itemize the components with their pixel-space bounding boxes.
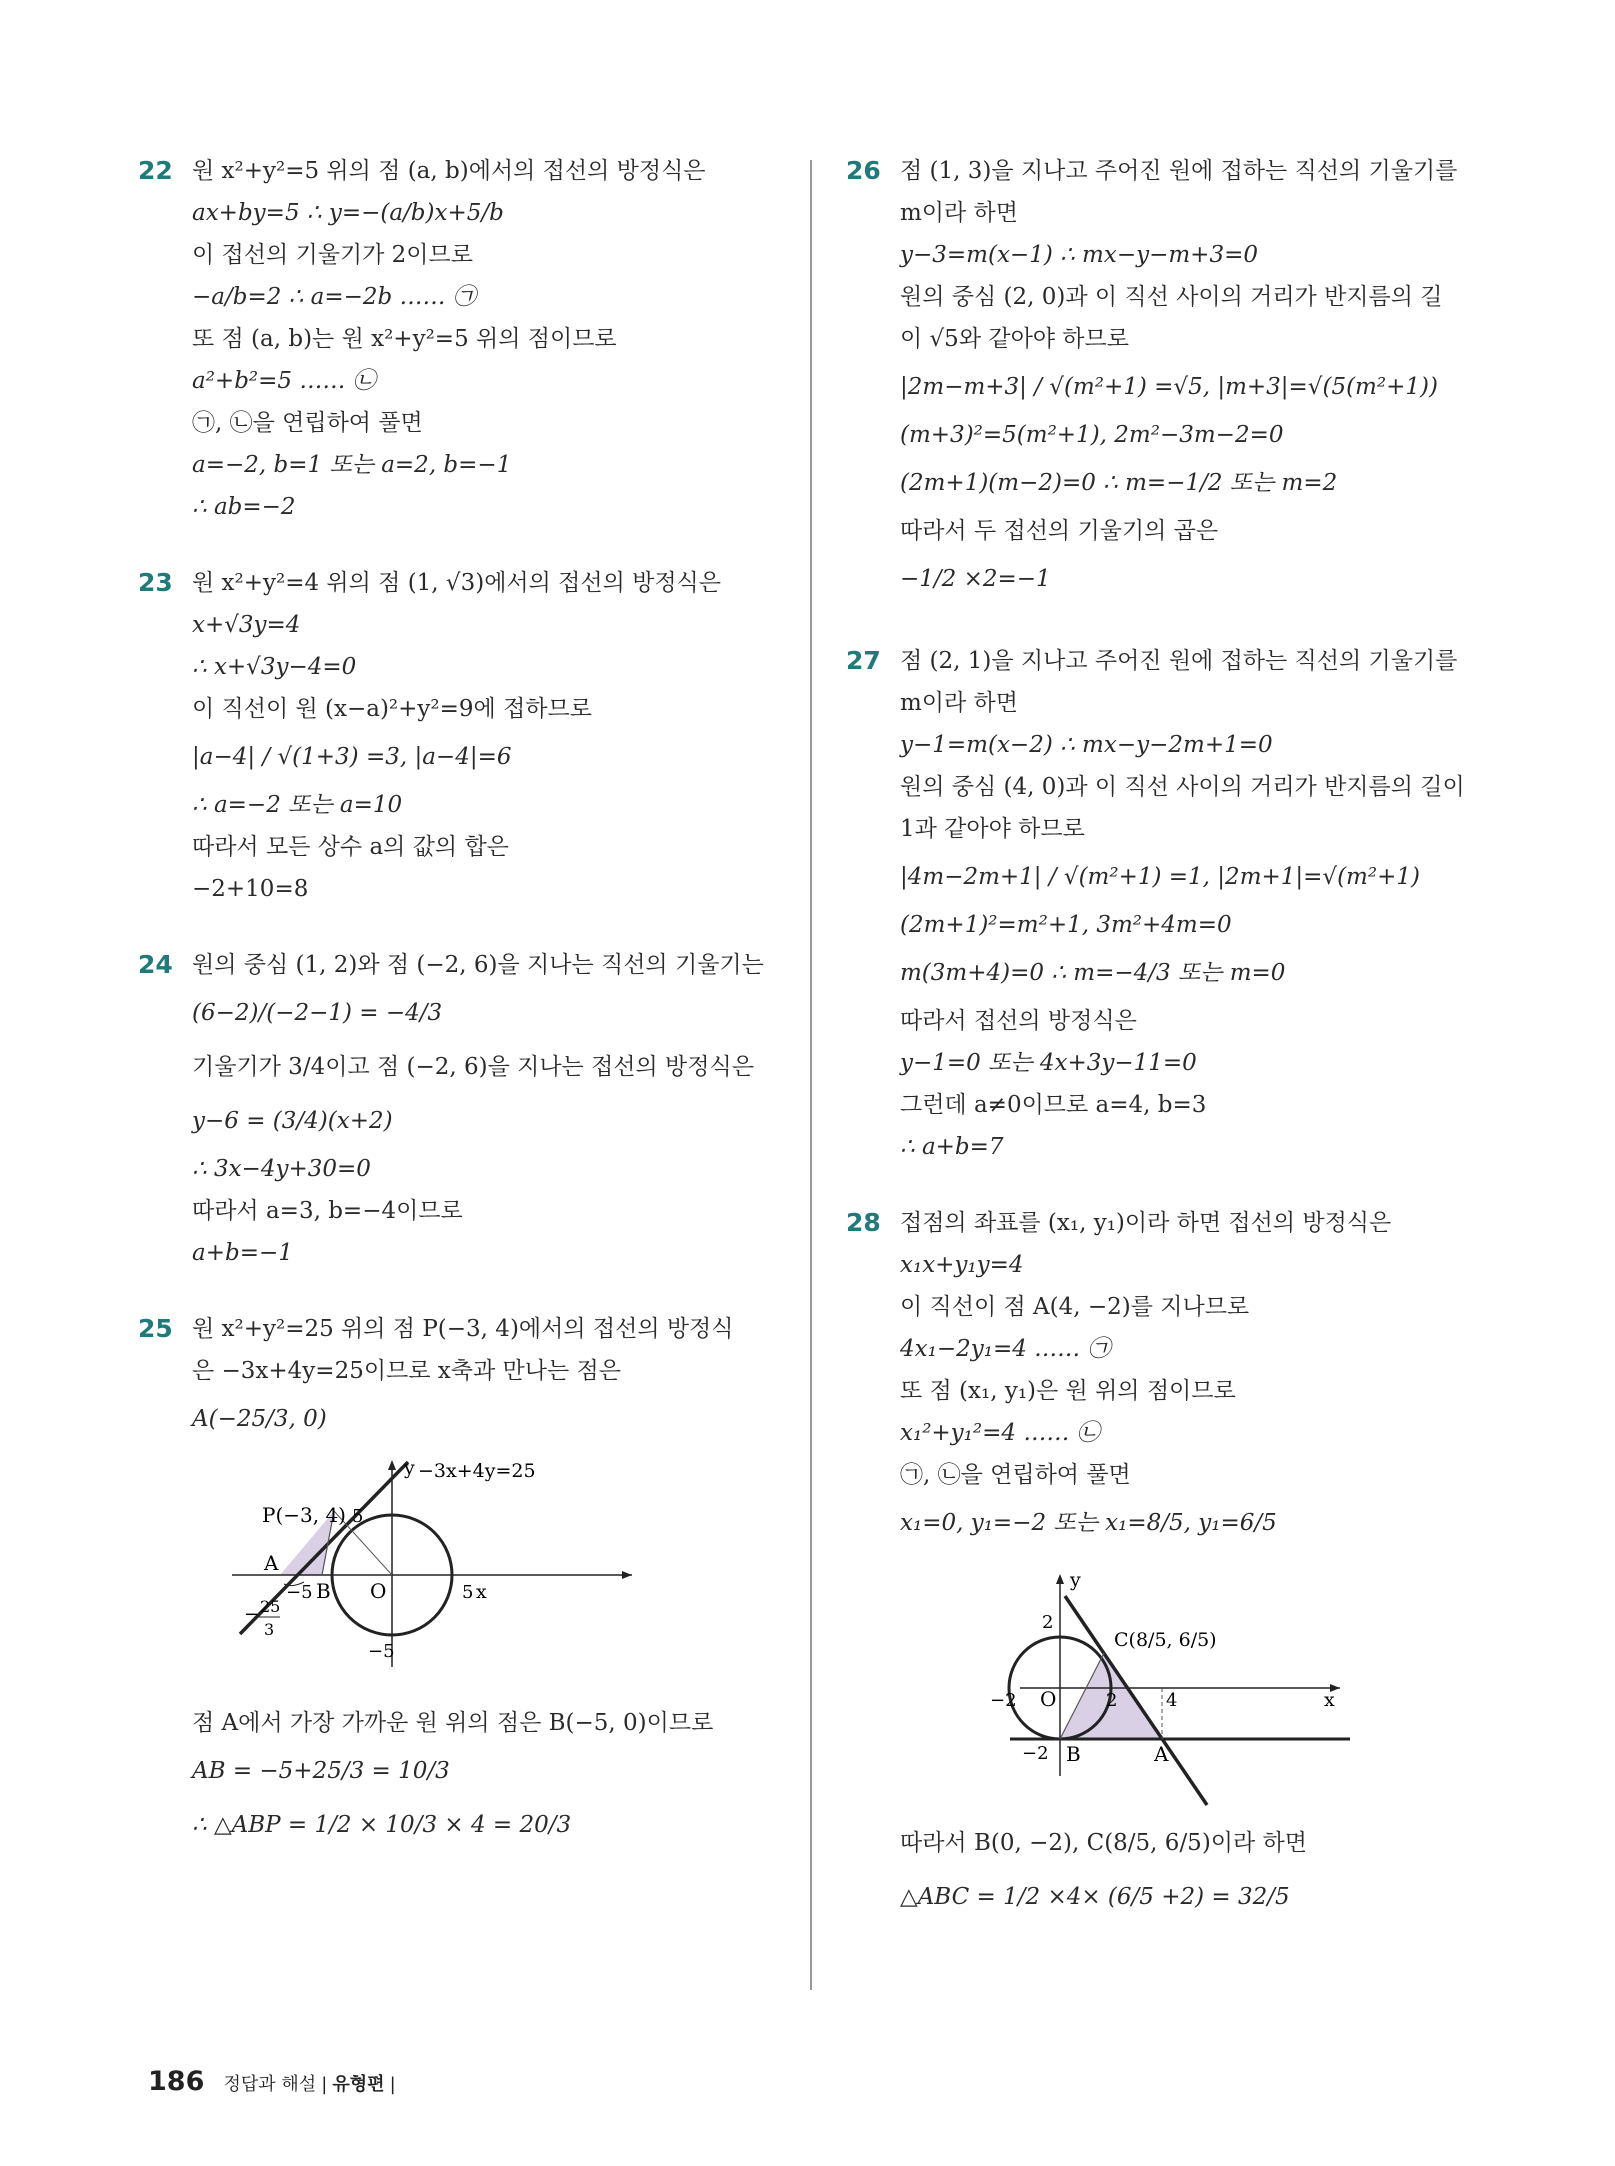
problem-number: 23 [138,568,173,597]
solution-line: a+b=−1 [192,1240,293,1266]
solution-line: △ABC = 1/2 ×4× (6/5 +2) = 32/5 [900,1884,1290,1910]
solution-line: 이 직선이 점 A(4, −2)를 지나므로 [900,1294,1250,1320]
solution-line: (2m+1)²=m²+1, 3m²+4m=0 [900,912,1232,938]
tick-label-neg5: −5 [286,1582,313,1603]
solution-line: x+√3y=4 [192,612,301,638]
axis-label-y: y [404,1457,415,1479]
solution-line: y−1=m(x−2) ∴ mx−y−2m+1=0 [900,732,1273,758]
solution-line: a²+b²=5 …… ㉡ [192,368,376,394]
y-arrow-icon [388,1460,396,1470]
figure-25 [192,1452,780,1696]
point-label-a: A [264,1551,279,1575]
solution-line: (2m+1)(m−2)=0 ∴ m=−1/2 또는 m=2 [900,470,1338,496]
left-column [140,150,780,1886]
solution-line: (6−2)/(−2−1) = −4/3 [192,1000,443,1026]
solution-line: 원의 중심 (2, 0)과 이 직선 사이의 거리가 반지름의 길 [900,284,1443,310]
point-label-b: B [1066,1742,1081,1766]
page-number: 186 [148,2066,205,2097]
solution-line: 또 점 (a, b)는 원 x²+y²=5 위의 점이므로 [192,326,617,352]
solution-line: |4m−2m+1| / √(m²+1) =1, |2m+1|=√(m²+1) [900,864,1420,890]
solution-line: 따라서 모든 상수 a의 값의 합은 [192,834,509,860]
solution-line: m(3m+4)=0 ∴ m=−4/3 또는 m=0 [900,960,1286,986]
problem-23 [140,562,780,910]
problem-number: 26 [846,156,881,185]
solution-line: −2+10=8 [192,876,309,902]
solution-line: ∴ a=−2 또는 a=10 [192,792,403,818]
point-label-b: B [316,1579,331,1603]
solution-line: ㉠, ㉡을 연립하여 풀면 [900,1462,1131,1488]
problem-24 [140,944,780,1274]
point-label-c: C(8/5, 6/5) [1114,1629,1217,1651]
solution-line: −1/2 ×2=−1 [900,566,1051,592]
origin-label: O [370,1579,387,1603]
tick-label-yneg2: −2 [1022,1743,1049,1764]
solution-line: 따라서 B(0, −2), C(8/5, 6/5)이라 하면 [900,1830,1307,1856]
column-divider [810,160,812,1990]
frac-num: 25 [260,1597,281,1616]
circle-tangents-diagram [900,1556,1460,1806]
solution-line: 이 직선이 원 (x−a)²+y²=9에 접하므로 [192,696,592,722]
solution-line: x₁²+y₁²=4 …… ㉡ [900,1420,1100,1446]
point-label-a: A [1154,1742,1169,1766]
solution-line: m이라 하면 [900,690,1018,716]
x-arrow-icon [622,1571,632,1579]
y-arrow-icon [1056,1574,1064,1584]
footer-text: 정답과 해설 [223,2074,317,2095]
solution-line: AB = −5+25/3 = 10/3 [192,1758,450,1784]
solution-line: 이 √5와 같아야 하므로 [900,326,1129,352]
solution-line: A(−25/3, 0) [192,1406,327,1432]
solution-line: 원 x²+y²=25 위의 점 P(−3, 4)에서의 접선의 방정식 [192,1316,734,1342]
solution-line: 원 x²+y²=4 위의 점 (1, √3)에서의 접선의 방정식은 [192,570,721,596]
problem-27 [848,640,1488,1168]
solution-line: |a−4| / √(1+3) =3, |a−4|=6 [192,744,512,770]
solution-line: 1과 같아야 하므로 [900,816,1085,842]
circle-tangent-diagram [192,1452,752,1692]
solution-line: |2m−m+3| / √(m²+1) =√5, |m+3|=√(5(m²+1)) [900,374,1438,400]
axis-label-y: y [1070,1569,1081,1591]
solution-line: 점 (1, 3)을 지나고 주어진 원에 접하는 직선의 기울기를 [900,158,1458,184]
solution-line: 따라서 a=3, b=−4이므로 [192,1198,463,1224]
problem-number: 24 [138,950,173,979]
solution-line: ax+by=5 ∴ y=−(a/b)x+5/b [192,200,504,226]
axis-label-x: x [1324,1689,1335,1711]
solution-line: x₁=0, y₁=−2 또는 x₁=8/5, y₁=6/5 [900,1510,1277,1536]
solution-line: 4x₁−2y₁=4 …… ㉠ [900,1336,1111,1362]
solution-line: 은 −3x+4y=25이므로 x축과 만나는 점은 [192,1358,621,1384]
solution-line: 원의 중심 (1, 2)와 점 (−2, 6)을 지나는 직선의 기울기는 [192,952,764,978]
solution-line: 점 A에서 가장 가까운 원 위의 점은 B(−5, 0)이므로 [192,1710,714,1736]
solution-line: y−6 = (3/4)(x+2) [192,1108,393,1134]
solution-line: 원의 중심 (4, 0)과 이 직선 사이의 거리가 반지름의 길이 [900,774,1465,800]
tick-label-2: 2 [1042,1612,1054,1633]
solution-line: ∴ a+b=7 [900,1134,1004,1160]
tick-label-5: 5 [462,1582,474,1603]
tick-label-x2: 2 [1106,1690,1118,1711]
footer-section: 유형편 [332,2074,385,2095]
solution-line: 이 접선의 기울기가 2이므로 [192,242,473,268]
problem-22 [140,150,780,528]
page-footer [148,2066,396,2097]
solution-line: ∴ ab=−2 [192,494,296,520]
solution-line: m이라 하면 [900,200,1018,226]
solution-line: ∴ x+√3y−4=0 [192,654,357,680]
problem-26 [848,150,1488,606]
solution-line: a=−2, b=1 또는 a=2, b=−1 [192,452,512,478]
point-label-p: P(−3, 4) [262,1503,346,1527]
solution-line: 기울기가 3/4이고 점 (−2, 6)을 지나는 접선의 방정식은 [192,1054,754,1080]
solution-line: 그런데 a≠0이므로 a=4, b=3 [900,1092,1207,1118]
tick-label-neg2: −2 [990,1690,1017,1711]
tick-label-bottom: −5 [368,1641,395,1662]
figure-28 [900,1556,1488,1810]
problem-number: 27 [846,646,881,675]
line-label: −3x+4y=25 [418,1460,536,1482]
solution-line: y−3=m(x−1) ∴ mx−y−m+3=0 [900,242,1258,268]
problem-number: 22 [138,156,173,185]
problem-28 [848,1202,1488,1924]
problem-number: 28 [846,1208,881,1237]
solution-line: ∴ 3x−4y+30=0 [192,1156,371,1182]
tick-label-top5: 5 [352,1506,364,1527]
tick-label-x4: 4 [1166,1690,1178,1711]
solution-line: 점 (2, 1)을 지나고 주어진 원에 접하는 직선의 기울기를 [900,648,1458,674]
frac-den: 3 [264,1620,275,1639]
solution-line: −a/b=2 ∴ a=−2b …… ㉠ [192,284,476,310]
problem-number: 25 [138,1314,173,1343]
right-column [848,150,1488,1958]
footer-separator: | [321,2074,328,2095]
solution-line: 원 x²+y²=5 위의 점 (a, b)에서의 접선의 방정식은 [192,158,706,184]
solution-line: 따라서 두 접선의 기울기의 곱은 [900,518,1219,544]
axis-label-x: x [476,1581,487,1603]
solution-line: 따라서 접선의 방정식은 [900,1008,1137,1034]
solution-line: 또 점 (x₁, y₁)은 원 위의 점이므로 [900,1378,1236,1404]
solution-line: (m+3)²=5(m²+1), 2m²−3m−2=0 [900,422,1284,448]
frac-minus: − [244,1604,260,1625]
origin-label: O [1040,1687,1057,1711]
solution-line: ㉠, ㉡을 연립하여 풀면 [192,410,423,436]
problem-25 [140,1308,780,1852]
solution-line: x₁x+y₁y=4 [900,1252,1024,1278]
footer-separator-end: | [389,2074,396,2095]
solution-line: ∴ △ABP = 1/2 × 10/3 × 4 = 20/3 [192,1812,572,1838]
solution-line: y−1=0 또는 4x+3y−11=0 [900,1050,1197,1076]
solution-line: 접점의 좌표를 (x₁, y₁)이라 하면 접선의 방정식은 [900,1210,1392,1236]
